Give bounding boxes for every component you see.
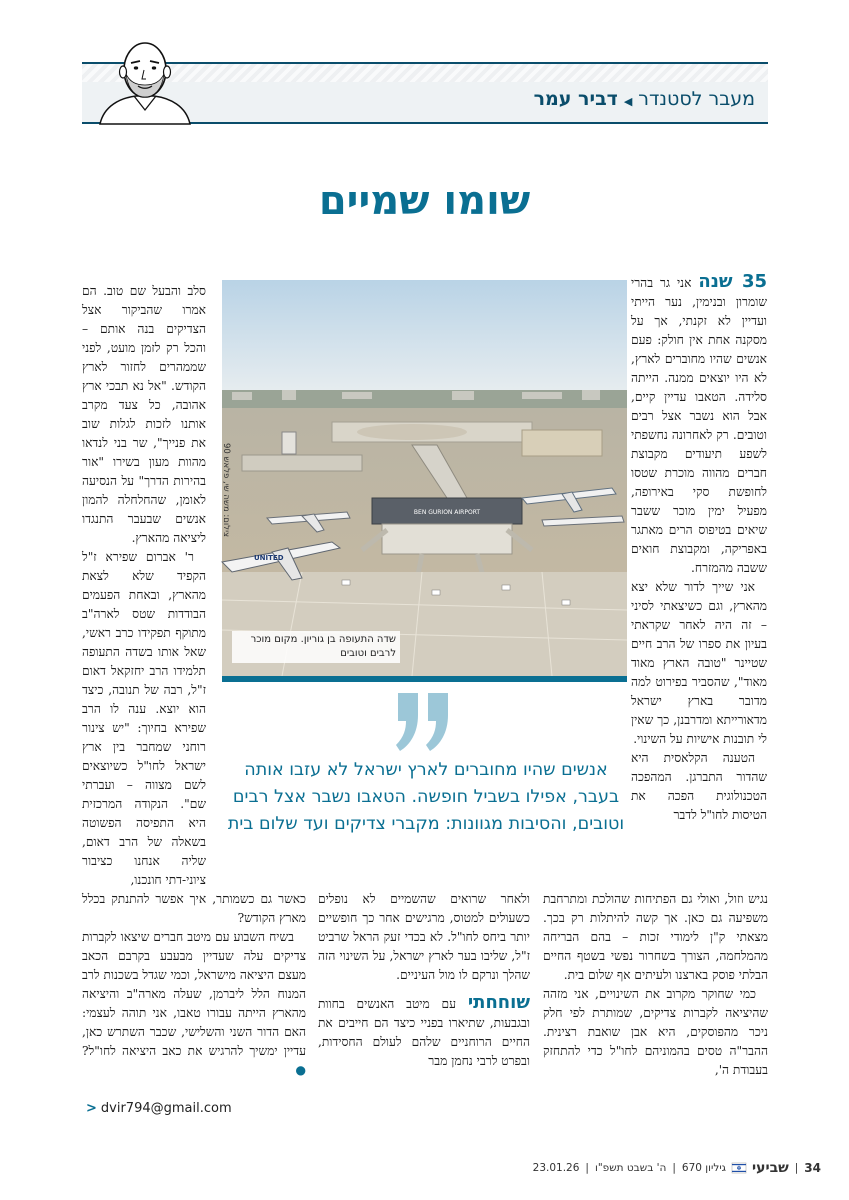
paragraph: סלב והבעל שם טוב. הם אמרו שהביקור אצל הצדיקים בנה אותם – והכל רק לזמן מועט, לפני שממהרים לחזור לארץ הקודש. "אל נא תבכי ארץ אהובה, כל צעד מקרב אותנו לזכות לגלות שוב את פנייך", שר בני לנדאו מהוות מעון בשירו "אור בהירות הדרך" על הנסיעה לאומן, שהחלחלה להמון אנשים שבעבר התנגדו ליציאה מהארץ.: [82, 284, 206, 545]
quote-mark-icon: [388, 685, 458, 755]
paragraph: נגיש וזול, ואולי גם הפתיחות שהולכת ומתרחבת משפיעה גם כאן. אך קשה להיתלות רק בכך. מצאתי ק"ן לימודי זכות – בהם הבריחה מהמלחמה, הצורך בשחרור נפשי בשטף החיים הבלתי פוסק בארצנו ולעיתים אף שלום בית.: [543, 892, 768, 982]
headline: שומו שמיים: [318, 178, 531, 224]
author-avatar: [86, 30, 204, 124]
chevron-right-icon: >: [86, 1101, 97, 1116]
paragraph: 35 שנה אני גר בהרי שומרון ובנימין, נער הייתי ועדיין לא זקנתי, אך על מסקנה אחת אין חולק: פעם אנשים שהיו מחוברים לארץ, לא היו יוצאים ממנה. הייתה סלידה. הטאבו עדיין קיים, אבל הוא נשבר אצל רבים וטובים. רק לאחרונה נחשפתי לשפע תיעודים מקבוצת חברים מהווה מוכרת שטסו לחופשת סקי באירופה, מפעיל ימין מוכר ששבר שיאים בטיפוס הרים מאתגר באפריקה, ומקבוצת חואים ששבה מהמזרח.: [631, 271, 767, 575]
article-column-bottom-middle: [318, 890, 530, 1086]
photo-accent-bar: [222, 676, 627, 682]
paragraph: ולאחר שרואים שהשמיים לא נופלים כשעולים למטוס, מרגישים אחר כך חופשיים יותר ביחס לחו"ל. לא בכדי זעק הראל שרביט ז"ל, שליבו בער לארץ ישראל, על השינוי הזה שהלך ונרקם לו מול העיניים.: [318, 892, 530, 982]
article-column-bottom-right: [543, 890, 768, 1086]
separator: |: [585, 1162, 589, 1174]
article-column-left: [82, 282, 206, 898]
svg-text:UNITED: UNITED: [254, 554, 284, 562]
article-column-right: [631, 272, 767, 888]
terminal-sign: BEN GURION AIRPORT: [413, 509, 481, 516]
column-header: [534, 88, 755, 110]
author-email[interactable]: > dvir794@gmail.com: [86, 1101, 232, 1116]
article-column-bottom-left: [82, 890, 306, 1086]
brand-name: שביעי: [752, 1160, 789, 1176]
photo-credit: [214, 380, 231, 600]
paragraph: הטענה הקלאסית היא שהדור התברגן. המהפכה הטכנולוגית הפכה את הטיסות לחו"ל לדבר: [631, 751, 767, 822]
airport-photo: [222, 280, 627, 676]
paragraph: ר' אברום שפירא ז"ל הקפיד שלא לצאת מהארץ, ובאחת הפעמים הבודדות שטס לארה"ב מתוקף תפקידו כרב ראשי, שאל אותו בשדה התעופה תלמידו הרב יחזקאל דאום ז"ל, רבה של תנובה, כיצד הוא יוצא. ענה לו הרב שפירא בחיוך: "יש צינור רוחני שמחבר בין ארץ ישראל לחו"ל כשיוצאים לשם מצווה – ועברתי שם". הנקודה המרכזית היא התפיסה הפשוטה בשאלה של הרב דאום, שליה אנחנו כציבור ציוני-דתי חונכנו,: [82, 550, 206, 887]
paragraph: שוחחתי עם מיטב האנשים בחוות ובגבעות, שתיארו בפניי כיצד הם חייבים את החיים הרוחניים שלהם לעולם החסידות, ובפרט לרבי נחמן מבר: [318, 992, 530, 1068]
hebrew-date: ה' בשבט תשפ"ו: [594, 1162, 667, 1174]
issue-number: גיליון 670: [681, 1162, 727, 1174]
israel-flag-icon: [732, 1163, 746, 1173]
end-mark-icon: ●: [295, 1063, 306, 1077]
paragraph: אני שייך לדור שלא יצא מהארץ, וגם כשיצאתי לסיני – זה היה לאחר שקראתי בעיון את ספרו של הרב חיים שטיינר "טובה הארץ מאוד מאוד", שהסביר בפירוט למה מדובר בארץ ישראל מדאורייתא ומדרבנן, כך שאין לי תובנות אישיות על השינוי.: [631, 580, 767, 746]
separator: |: [794, 1162, 799, 1174]
lead-word: שוחחתי: [467, 992, 530, 1013]
paragraph: כאשר גם כשמותר, איך אפשר להתנתק בכלל מארץ הקודש?: [82, 892, 306, 925]
separator: |: [672, 1162, 676, 1174]
author-name: דביר עמר: [533, 88, 618, 110]
page-footer: [533, 1160, 821, 1176]
svg-text:צילום: משה שי, פלאש 90: צילום: משה שי, פלאש 90: [221, 442, 231, 538]
lead-word: 35 שנה: [698, 271, 767, 292]
paragraph: בשיח השבוע עם מיטב חברים שיצאו לקברות צדיקים עלה שעדיין מבעבע בקרבם הכאב מעצם היציאה מישראל, וכמי שגדל בשכנות לרב המנוח הלל ליברמן, שעלה מארה"ב והיציאה מהארץ הייתה עבורו טאבו, אני תוהה לעצמי: האם הדור השני והשלישי, שכבר השתרש כאן, עדיין ימשיך להרגיש את כאב היציאה לחו"ל? ●: [82, 930, 306, 1077]
arrow-left-icon: ◀: [623, 95, 633, 108]
page-number: 34: [804, 1161, 821, 1175]
paragraph: כמי שחוקר מקרוב את השינויים, אני מזהה שהיציאה לקברות צדיקים, שמותרת לפי חלק ניכר מהפוסקים, היא אבן שואבת רצינית. ההבר"ה טסים בהמוניהם לחו"ל כדי להתחזק בעבודת ה',: [543, 987, 768, 1077]
photo-caption: שדה התעופה בן גוריון. מקום מוכר לרבים וטובים: [232, 631, 400, 663]
pull-quote: אנשים שהיו מחוברים לארץ ישראל לא עזבו אותה בעבר, אפילו בשביל חופשה. הטאבו נשבר אצל רבים וטובים, והסיבות מגוונות: מקברי צדיקים ועד שלום בית: [227, 760, 625, 834]
column-name: מעבר לסטנדר: [638, 88, 755, 110]
date: 23.01.26: [532, 1162, 580, 1174]
